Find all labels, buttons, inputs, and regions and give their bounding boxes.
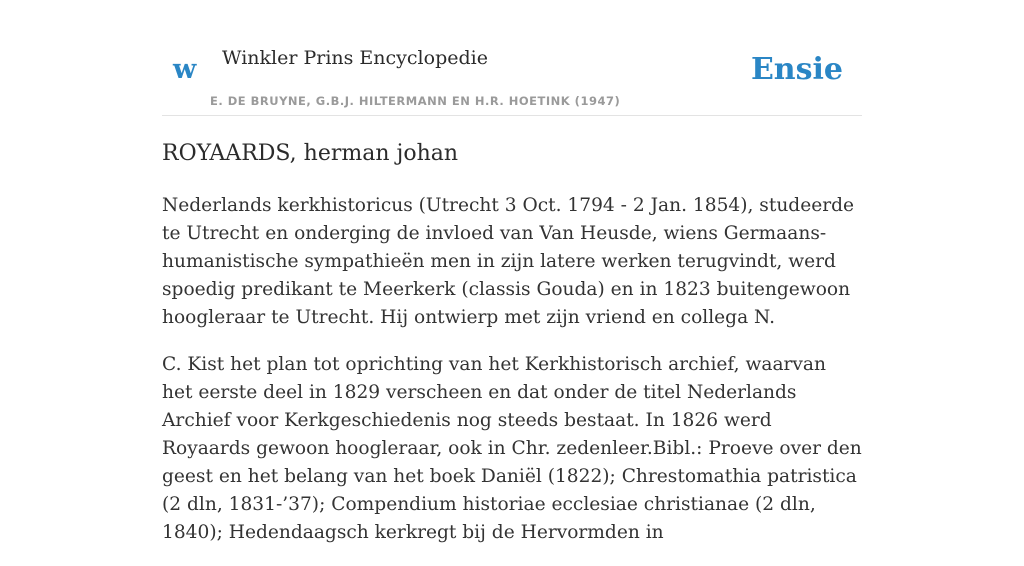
article-paragraph: Nederlands kerkhistoricus (Utrecht 3 Oct. 1794 - 2 Jan. 1854), studeerde te Utrecht en onderging de invloed van Van Heusde, wiens Germaans-humanistische sympathieën men in zijn latere werken terugvindt, werd spoedig predikant te Meerkerk (classis Gouda) en in 1823 buitengewoon hoogleraar te Utrecht. Hij ontwierp met zijn vriend en collega N. [162, 195, 854, 328]
header [162, 0, 862, 116]
article-paragraph: C. Kist het plan tot oprichting van het Kerkhistorisch archief, waarvan het eerste deel in 1829 verscheen en dat onder de titel Nederlands Archief voor Kerkgeschiedenis nog steeds bestaat. In 1826 werd Royaards gewoon hoogleraar, ook in Chr. zedenleer.Bibl.: Proeve over den geest en het belang van het boek Daniël (1822); Chrestomathia patristica (2 dln, 1831-’37); Compendium historiae ecclesiae christianae (2 dln, 1840); Hedendaagsch kerkregt bij de Hervormden in [162, 354, 862, 543]
publication-authors: E. DE BRUYNE, G.B.J. HILTERMANN EN H.R. HOETINK (1947) [210, 94, 621, 108]
page-container [162, 0, 862, 543]
article-title: ROYAARDS, herman johan [162, 141, 459, 166]
publication-logo[interactable]: w [173, 54, 197, 85]
article-body [162, 192, 862, 566]
publication-title[interactable]: Winkler Prins Encyclopedie [222, 47, 488, 69]
ensie-logo[interactable]: Ensie [750, 52, 843, 87]
